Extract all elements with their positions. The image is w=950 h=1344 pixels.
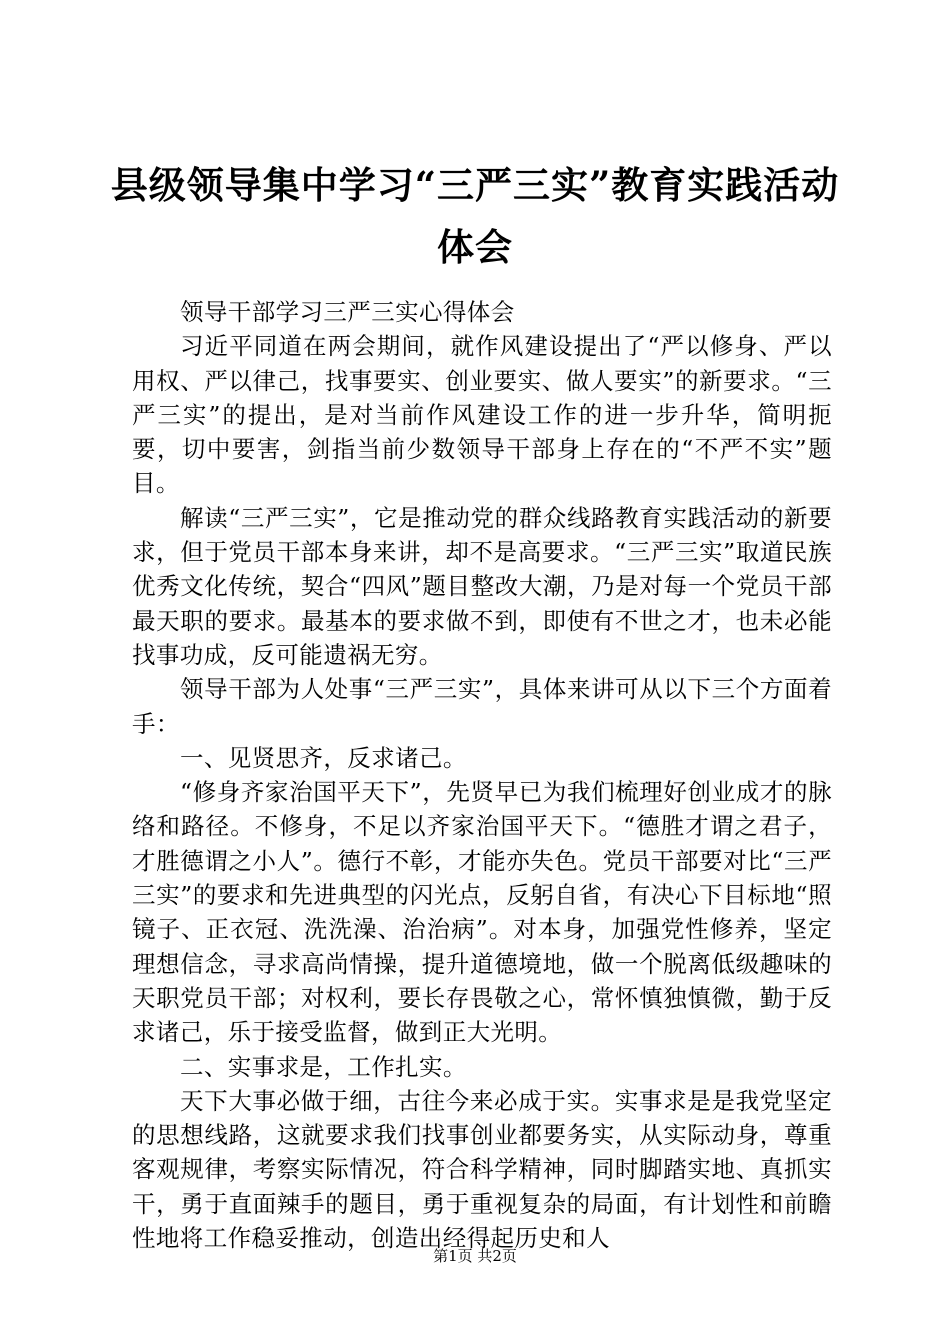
paragraph: 天下大事必做于细，古往今来必成于实。实事求是是我党坚定的思想线路，这就要求我们找事创业都要务实，从实际动身，尊重客观规律，考察实际情况，符合科学精神，同时脚踏实地、真抓实干，勇于直面辣手的题目，勇于重视复杂的局面，有计划性和前瞻性地将工作稳妥推动，创造出经得起历史和人	[132, 1086, 832, 1253]
section-heading: 一、见贤思齐，反求诸己。	[180, 743, 467, 772]
paragraph: 解读“三严三实”，它是推动党的群众线路教育实践活动的新要求，但于党员干部本身来讲，却不是高要求。“三严三实”取道民族优秀文化传统，契合“四风”题目整改大潮，乃是对每一个党员干部最天职的要求。最基本的要求做不到，即使有不世之才，也未必能找事功成，反可能遗祸无穷。	[132, 503, 832, 669]
section-heading: 二、实事求是，工作扎实。	[180, 1052, 467, 1081]
document-title-line-1: 县级领导集中学习“三严三实”教育实践活动	[110, 163, 840, 207]
paragraph-subtitle: 领导干部学习三严三实心得体会	[180, 298, 515, 326]
document-body	[132, 295, 832, 1255]
paragraph: 习近平同道在两会期间，就作风建设提出了“严以修身、严以用权、严以律己，找事要实、创业要实、做人要实”的新要求。“三严三实”的提出，是对当前作风建设工作的进一步升华，简明扼要，切中要害，剑指当前少数领导干部身上存在的“不严不实”题目。	[132, 332, 832, 498]
document-title-line-2: 体会	[437, 225, 513, 269]
paragraph: 领导干部为人处事“三严三实”，具体来讲可从以下三个方面着手：	[132, 675, 832, 738]
page-number-footer: 第1页 共2页	[433, 1247, 517, 1265]
paragraph: “修身齐家治国平天下”，先贤早已为我们梳理好创业成才的脉络和路径。不修身，不足以齐家治国平天下。“德胜才谓之君子，才胜德谓之小人”。德行不彰，才能亦失色。党员干部要对比“三严三实”的要求和先进典型的闪光点，反躬自省，有决心下目标地“照镜子、正衣冠、洗洗澡、治治病”。对本身，加强党性修养，坚定理想信念，寻求高尚情操，提升道德境地，做一个脱离低级趣味的天职党员干部；对权利，要长存畏敬之心，常怀慎独慎微，勤于反求诸己，乐于接受监督，做到正大光明。	[132, 778, 832, 1047]
